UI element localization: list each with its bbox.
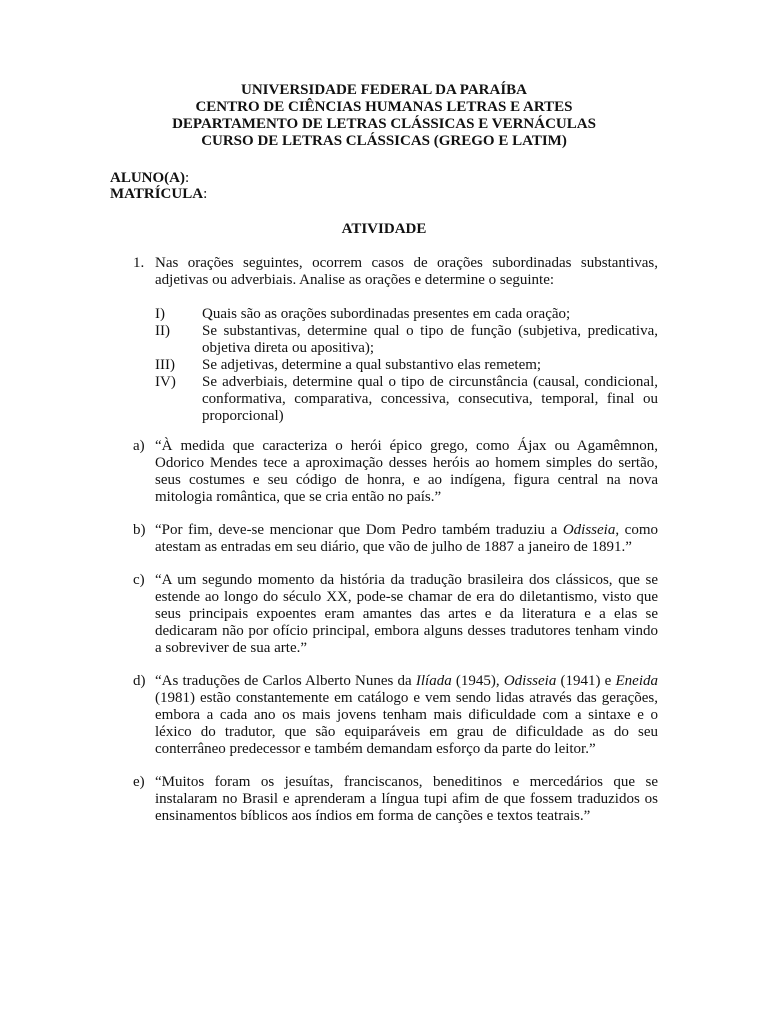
- header-department: DEPARTAMENTO DE LETRAS CLÁSSICAS E VERNÁCULAS: [172, 116, 596, 132]
- instruction-item: [155, 357, 658, 374]
- sentence-text: “À medida que caracteriza o herói épico grego, como Ájax ou Agamêmnon, Odorico Mendes tece a aproximação desses heróis ao homem simples do sertão, seus costumes e seu código de honra, e ao indígena, figura central na nova mitologia romântica, que se cria então no país.”: [155, 438, 658, 505]
- sentence-text: “Muitos foram os jesuítas, franciscanos, beneditinos e mercedários que se instalaram no Brasil e aprenderam a língua tupi afim de que fossem traduzidos os ensinamentos bíblicos aos índios em forma de canções e textos teatrais.”: [155, 774, 658, 824]
- sentence-text: [155, 522, 658, 555]
- sentence-text: [155, 673, 658, 757]
- student-name-label: ALUNO(A): [110, 170, 185, 186]
- instruction-numeral: I): [155, 306, 165, 322]
- instruction-text: Quais são as orações subordinadas presentes em cada oração;: [202, 306, 571, 322]
- sentence-letter: d): [133, 673, 146, 689]
- sentence-item-d: [133, 673, 658, 758]
- instruction-numeral: II): [155, 323, 170, 339]
- sentence-letter: a): [133, 438, 145, 454]
- header-course: CURSO DE LETRAS CLÁSSICAS (GREGO E LATIM): [201, 133, 567, 149]
- activity-title: ATIVIDADE: [341, 221, 427, 237]
- student-id-label: MATRÍCULA: [110, 186, 204, 202]
- instruction-item: [155, 306, 658, 323]
- sentence-text-part: (1941) e: [556, 673, 616, 689]
- instruction-text: Se adverbiais, determine qual o tipo de circunstância (causal, condicional, conformativa, comparativa, concessiva, consecutiva, temporal, final ou proporcional): [202, 374, 658, 424]
- instruction-text: Se adjetivas, determine a qual substantivo elas remetem;: [202, 357, 542, 373]
- sentence-letter: b): [133, 522, 146, 538]
- sentence-item-a: [133, 438, 658, 506]
- sentence-item-e: [133, 774, 658, 825]
- instruction-list: [155, 306, 658, 425]
- work-title-eneida: Eneida: [615, 673, 658, 689]
- sentence-text-part: “As traduções de Carlos Alberto Nunes da: [155, 673, 416, 689]
- sentence-text-part: “Por fim, deve-se mencionar que Dom Pedro também traduziu a: [155, 522, 563, 538]
- work-title-odisseia: Odisseia: [503, 673, 557, 689]
- sentence-text-part: , como atestam as entradas em seu diário, que vão de julho de 1887 a janeiro de 1891.”: [155, 522, 658, 555]
- student-id-colon: :: [203, 186, 208, 202]
- sentence-list: [133, 438, 658, 841]
- sentence-text-part: (1981) estão constantemente em catálogo e vem sendo lidas através das gerações, embora a cada ano os mais jovens tenham mais dificuldade com a sintaxe e o léxico do tradutor, que são equiparáveis em grau de dificuldade as do seu conterrâneo predecessor e também demandam esforço da parte do leitor.”: [155, 690, 658, 757]
- student-info: [110, 170, 207, 202]
- instruction-numeral: IV): [155, 374, 176, 390]
- sentence-item-c: [133, 572, 658, 657]
- sentence-text: “A um segundo momento da história da tradução brasileira dos clássicos, que se estende ao longo do século XX, pode-se chamar de era do diletantismo, visto que seus principais expoentes eram amantes das artes e da literatura e a elas se dedicaram não por ofício principal, embora alguns desses tradutores tenham vindo a sobreviver de sua arte.”: [155, 572, 658, 656]
- header-center: CENTRO DE CIÊNCIAS HUMANAS LETRAS E ARTES: [195, 99, 573, 115]
- question-number: 1.: [133, 255, 145, 271]
- question-1: [133, 255, 658, 289]
- instruction-numeral: III): [155, 357, 175, 373]
- student-name-line: [110, 170, 207, 186]
- student-name-colon: :: [185, 170, 190, 186]
- work-title-iliada: Ilíada: [415, 673, 452, 689]
- sentence-letter: c): [133, 572, 145, 588]
- header-university: UNIVERSIDADE FEDERAL DA PARAÍBA: [240, 82, 527, 98]
- instruction-item: [155, 374, 658, 425]
- instruction-text: Se substantivas, determine qual o tipo de função (subjetiva, predicativa, objetiva direta ou apositiva);: [202, 323, 658, 356]
- institution-header: [0, 82, 768, 150]
- student-id-line: [110, 186, 207, 202]
- sentence-letter: e): [133, 774, 145, 790]
- question-text: Nas orações seguintes, ocorrem casos de orações subordinadas substantivas, adjetivas ou adverbiais. Analise as orações e determine o seguinte:: [155, 255, 658, 288]
- sentence-text-part: (1945),: [451, 673, 504, 689]
- work-title-odisseia: Odisseia: [562, 522, 616, 538]
- sentence-item-b: [133, 522, 658, 556]
- instruction-item: [155, 323, 658, 357]
